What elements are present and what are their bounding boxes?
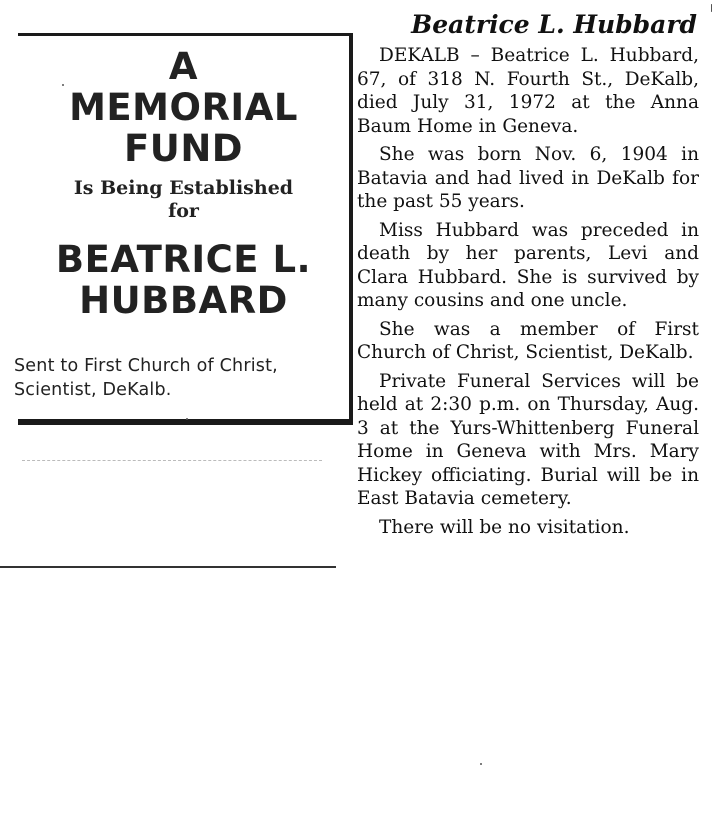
obituary-paragraph: She was born Nov. 6, 1904 in Batavia and had lived in DeKalb for the past 55 years. (357, 144, 699, 212)
print-speck (186, 418, 188, 420)
column-rule (0, 566, 336, 568)
notice-line-a: A (168, 45, 199, 88)
notice-name-last: HUBBARD (79, 279, 288, 322)
sent-line-1: Sent to First Church of Christ, (14, 356, 278, 376)
obituary-title: Beatrice L. Hubbard (411, 10, 697, 39)
obituary-column (357, 8, 699, 544)
faint-divider (22, 460, 322, 462)
notice-sent-to (14, 354, 354, 402)
notice-line-fund: FUND (124, 127, 243, 170)
print-speck (480, 763, 482, 765)
print-speck (711, 4, 712, 12)
sent-line-2: Scientist, DeKalb. (14, 380, 172, 400)
memorial-fund-notice (14, 33, 353, 425)
notice-line-for: for (168, 200, 199, 222)
obituary-paragraph: There will be no visitation. (379, 516, 630, 538)
print-speck (62, 84, 64, 86)
notice-line-memorial: MEMORIAL (69, 86, 298, 129)
obituary-paragraph: Miss Hubbard was preceded in death by her parents, Levi and Clara Hubbard. She is survived by many cousins and one uncle. (357, 219, 699, 311)
notice-line-established: Is Being Established (73, 177, 294, 199)
obituary-paragraph: DEKALB – Beatrice L. Hubbard, 67, of 318 N. Fourth St., DeKalb, died July 31, 1972 at the Anna Baum Home in Geneva. (357, 45, 699, 137)
obituary-paragraph: Private Funeral Services will be held at 2:30 p.m. on Thursday, Aug. 3 at the Yurs-Whittenberg Funeral Home in Geneva with Mrs. Mary Hickey officiating. Burial will be in East Batavia cemetery. (357, 370, 699, 509)
obituary-paragraph: She was a member of First Church of Christ, Scientist, DeKalb. (357, 318, 699, 363)
notice-name-first: BEATRICE L. (55, 238, 312, 281)
